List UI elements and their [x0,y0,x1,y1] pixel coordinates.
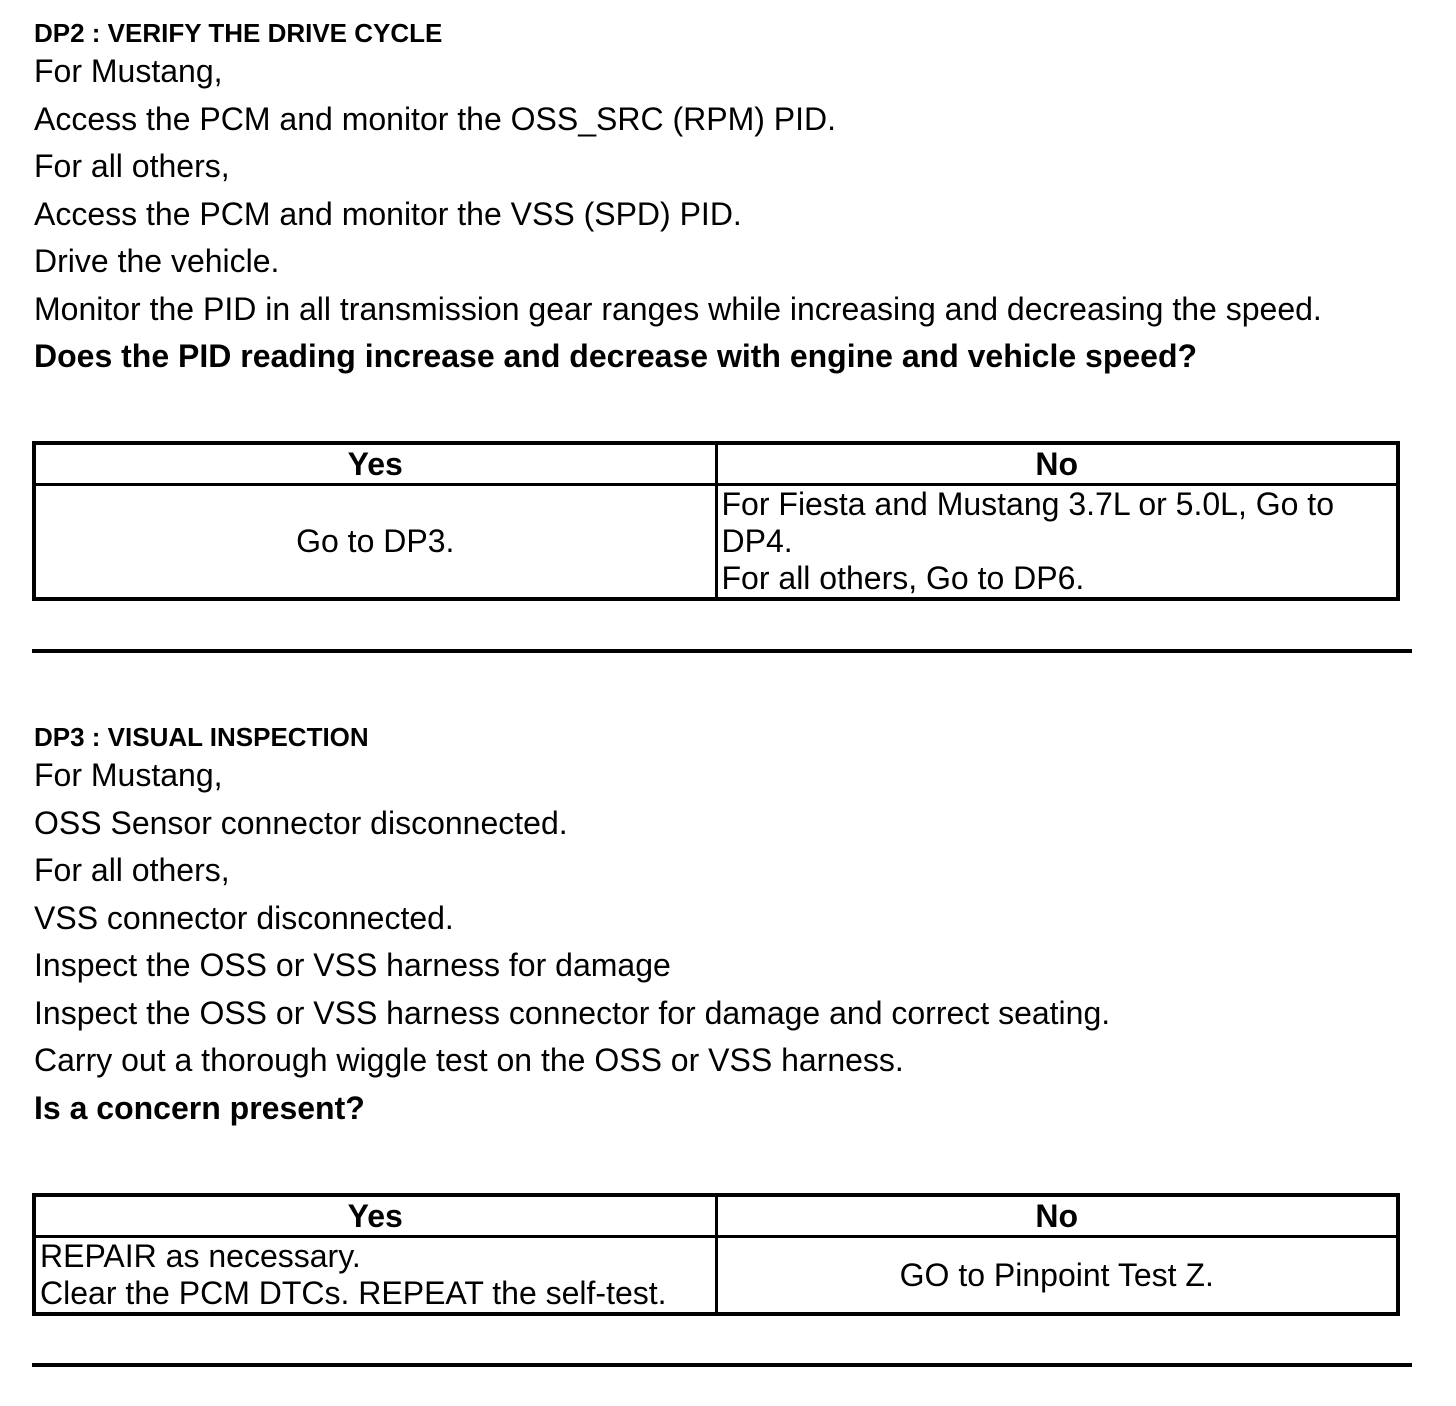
dp2-decision-table [32,441,1400,601]
dp2-line-4: Access the PCM and monitor the VSS (SPD) PID. [34,195,742,232]
dp3-yes-line-1: REPAIR as necessary. [40,1238,361,1274]
dp3-question: Is a concern present? [34,1089,365,1126]
dp3-no-header: No [716,1195,1398,1237]
section-divider-1 [32,649,1412,653]
dp3-yes-line-2: Clear the PCM DTCs. REPEAT the self-test. [40,1275,667,1311]
section-divider-2 [32,1363,1412,1367]
dp3-line-6: Inspect the OSS or VSS harness connector for damage and correct seating. [34,994,1111,1031]
dp2-line-5: Drive the vehicle. [34,243,280,279]
dp2-yes-header: Yes [34,443,716,485]
dp2-no-line-3: For all others, Go to DP6. [721,560,1085,596]
dp2-title: DP2 : VERIFY THE DRIVE CYCLE [34,18,443,48]
dp3-yes-header: Yes [34,1195,716,1237]
dp2-line-1: For Mustang, [34,53,223,89]
dp3-line-1: For Mustang, [34,757,223,793]
dp3-line-7: Carry out a thorough wiggle test on the OSS or VSS harness. [34,1042,904,1078]
dp3-yes-cell [34,1237,716,1315]
dp2-no-line-1: For Fiesta and Mustang 3.7L or 5.0L, Go to [721,486,1334,522]
dp3-title: DP3 : VISUAL INSPECTION [34,722,369,752]
dp2-question: Does the PID reading increase and decrease with engine and vehicle speed? [34,338,1198,374]
dp2-no-cell [716,485,1398,600]
dp2-line-6: Monitor the PID in all transmission gear ranges while increasing and decreasing the speed. [34,290,1322,327]
dp3-line-4: VSS connector disconnected. [34,899,454,936]
dp2-line-2: Access the PCM and monitor the OSS_SRC (RPM) PID. [34,100,837,137]
dp2-no-line-2: DP4. [721,523,793,559]
dp3-section [34,722,1414,1132]
dp3-decision-table [32,1193,1400,1316]
dp3-line-2: OSS Sensor connector disconnected. [34,804,568,841]
dp2-no-header: No [716,443,1398,485]
dp2-section [34,18,1414,381]
dp3-line-5: Inspect the OSS or VSS harness for damage [34,947,671,983]
dp3-no-cell: GO to Pinpoint Test Z. [716,1237,1398,1315]
dp3-line-3: For all others, [34,852,230,888]
dp2-yes-cell: Go to DP3. [34,485,716,600]
dp2-line-3: For all others, [34,148,230,184]
